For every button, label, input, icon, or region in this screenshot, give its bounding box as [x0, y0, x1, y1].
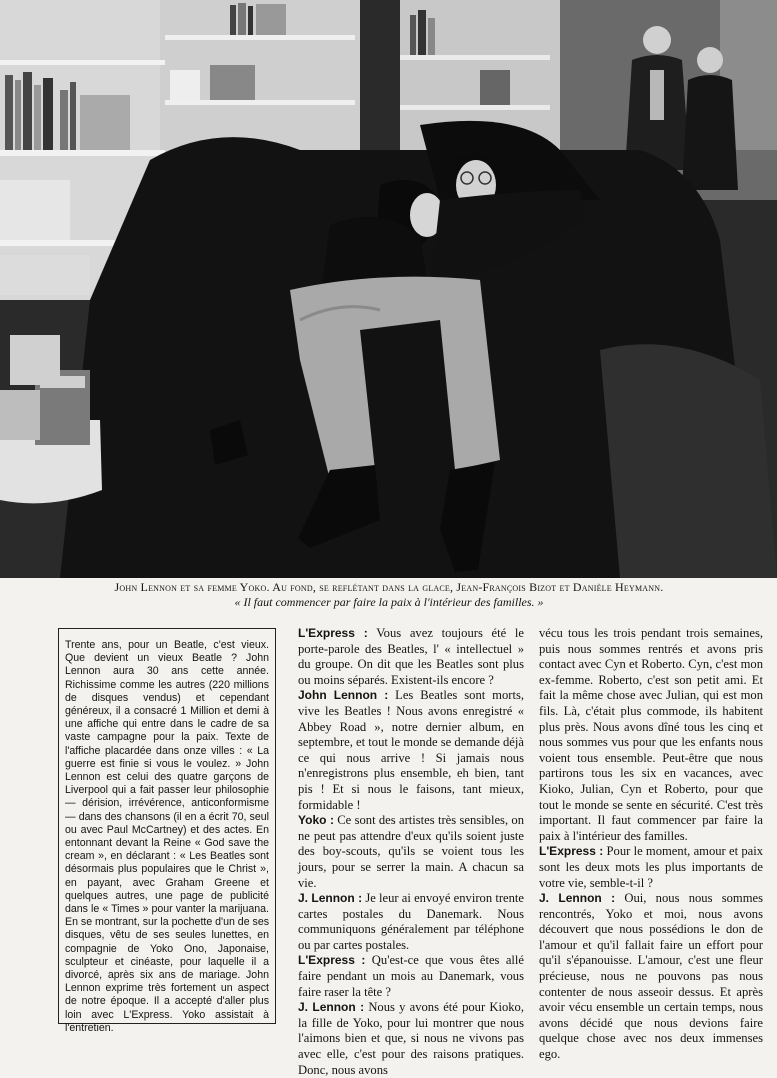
speaker-label: J. Lennon : — [298, 891, 363, 906]
speaker-label: L'Express : — [298, 953, 366, 968]
caption-quote: « Il faut commencer par faire la paix à l'intérieur des familles. » — [234, 595, 544, 609]
paragraph-text: Oui, nous nous sommes rencontrés, Yoko et moi, nous avons découvert que nous possédions le don de l'amour et qu'il fallait faire un effort pour qu'il s'épanouisse. L'amour, c'est une fleur précieuse, nous ne pouvons pas nous contenter de nous asseoir dessus. Et après avoir vécu ensemble un certain temps, nous avons décidé que nous devions faire quelque chose avec nos deux immenses ego. — [539, 891, 764, 1062]
paragraph — [539, 626, 763, 844]
paragraph — [298, 891, 524, 953]
interview-column-2 — [298, 626, 524, 1078]
paragraph-text: Nous y avons été pour Kioko, la fille de Yoko, pour lui montrer que nous l'aimons bien et que, si nous ne vivons pas avec elle, c'est pour des raisons pratiques. Donc, nous avons — [298, 1000, 524, 1077]
speaker-label: J. Lennon : — [298, 1000, 365, 1015]
intro-text: Trente ans, pour un Beatle, c'est vieux. Que devient un vieux Beatle ? John Lennon aura 30 ans cette année. Richissime comme les autres (220 millions de disques vendus) et cependant généreux, il a consacré 1 Million et demi à une affiche qui entre dans le cadre de sa vaste campagne pour la paix. Texte de l'affiche placardée dans onze villes : « La guerre est finie si vous le voulez. » John Lennon est celui des quatre garçons de Liverpool qui a fait passer leur philosophie — dérision, irrévérence, anticonformisme — dans des chansons (il en a écrit 70, seul ou avec Paul McCartney) et des actes. En entonnant devant la Reine « God save the cream », en déclarant : « Les Beatles sont désormais plus populaires que le Christ », en payant, avec Graham Greene et quelques autres, une page de publicité dans le « Times » pour vanter la marijuana. En se montrant, sur la pochette d'un de ses disques, vêtu de ses seules lunettes, en compagnie de Yoko Ono, Japonaise, sculpteur et cinéaste, pour laquelle il a divorcé, après six ans de mariage. John Lennon exprime très fortement un aspect de notre époque. Il a accepté d'aller plus loin avec L'Express. Yoko assistait à l'entretien. — [65, 639, 270, 1034]
photo-caption — [8, 580, 770, 610]
speaker-label: J. Lennon : — [539, 891, 616, 906]
paragraph-text: Les Beatles sont morts, vive les Beatles ! Nous avons enregistré « Abbey Road », notre dernier album, en septembre, et tout le monde se demande déjà ce qui nous arrive ! Si jamais nous n'enregistrons plus ensemble, eh bien, tant pis ! Et si nous le faisons, tant mieux, formidable ! — [298, 688, 524, 812]
intro-box — [58, 628, 276, 1034]
paragraph — [539, 891, 763, 1063]
paragraph-text: vécu tous les trois pendant trois semaines, puis nous sommes rentrés et avons pris contact avec Cyn et Roberto. Cyn, c'est mon ex-femme. Roberto, c'est son petit ami. Et fait la même chose avec Julian, qui est mon fils. Là, c'était plus commode, ils habitent plus près. Nous avons dîné tous les cinq et nous sommes vus pour que les enfants nous voient tous ensemble. Peut-être que nous partirons tous les six en vacances, avec Kioko, Julian, Cyn et Roberto, pour que tout le monde se sente en sécurité. C'est très important. Il faut commencer par faire la paix à l'intérieur des familles. — [539, 626, 763, 843]
paragraph — [539, 844, 763, 891]
speaker-label: L'Express : — [298, 626, 368, 640]
paragraph — [298, 953, 524, 1000]
interview-column-3 — [539, 626, 763, 1063]
paragraph-text: Je leur ai envoyé environ trente cartes postales du Danemark. Nous communiquons généralement par téléphone ou par cartes postales. — [298, 891, 524, 952]
paragraph — [298, 626, 524, 688]
paragraph-text: Ce sont des artistes très sensibles, on ne peut pas attendre d'eux qu'ils soient juste des boy-scouts, qu'ils se voient tous les jours, pour se serrer la main. A chacun sa vie. — [298, 813, 524, 890]
paragraph — [298, 1000, 524, 1078]
paragraph-text: Pour le moment, amour et paix sont les deux mots les plus importants de votre vie, semble-t-il ? — [539, 844, 763, 890]
caption-line1: John Lennon et sa femme Yoko. Au fond, se reflétant dans la glace, Jean-François Bizot et Danièle Heymann. — [114, 580, 664, 594]
speaker-label: John Lennon : — [298, 688, 389, 703]
speaker-label: L'Express : — [539, 844, 604, 859]
paragraph-text: Qu'est-ce que vous êtes allé faire pendant un mois au Danemark, vous faire raser la tête ? — [298, 953, 525, 999]
speaker-label: Yoko : — [298, 813, 334, 828]
paragraph — [298, 688, 524, 813]
paragraph-text: Vous avez toujours été le porte-parole des Beatles, l' « intellectuel » du groupe. On dit que les Beatles sont plus ou moins séparés. Existent-ils encore ? — [298, 626, 524, 687]
paragraph — [298, 813, 524, 891]
